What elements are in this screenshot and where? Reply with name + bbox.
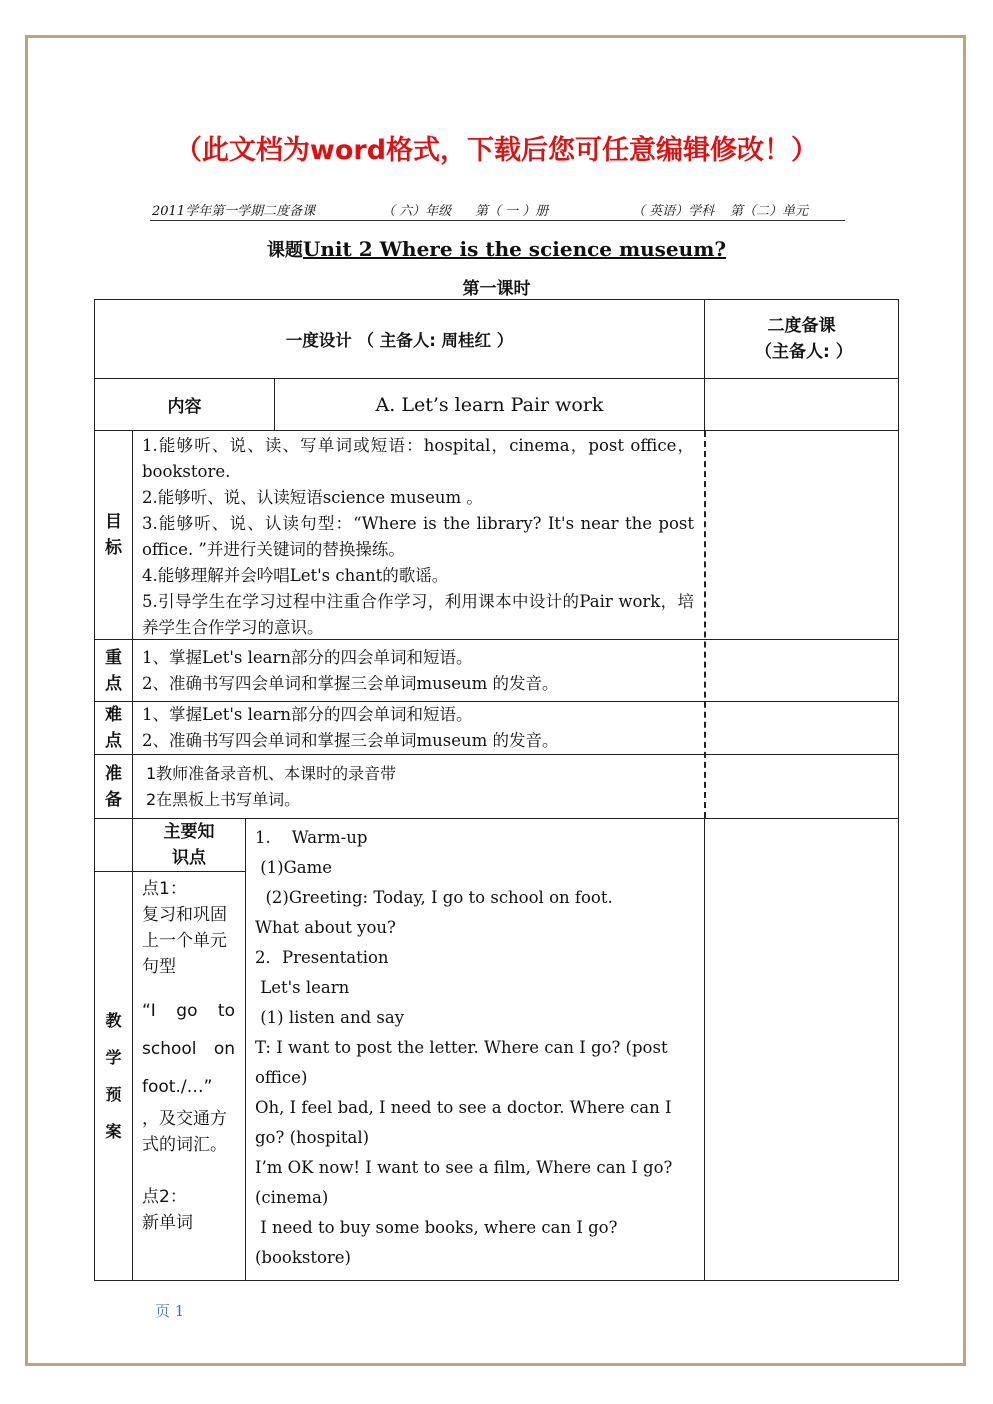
goal-item: 5.引导学生在学习过程中注重合作学习，利用课本中设计的Pair work，培养学生合作学习的意识。 xyxy=(142,592,694,637)
design-header: 一度设计 （ 主备人: 周桂红 ） xyxy=(94,299,705,379)
key-point-item: 2、准确书写四会单词和掌握三会单词museum 的发音。 xyxy=(142,674,559,693)
key-points-list xyxy=(133,639,704,702)
teaching-label-top xyxy=(94,818,133,872)
knowledge-point: “I go to school on foot./…” xyxy=(142,1001,235,1097)
lesson-title-prefix: 课题 xyxy=(266,240,303,261)
lesson-title xyxy=(0,236,993,262)
difficult-points-label: 难点 xyxy=(94,701,133,755)
knowledge-point: 点1： xyxy=(142,879,187,899)
knowledge-point: 新单词 xyxy=(142,1213,193,1233)
knowledge-points-header: 主要知识点 xyxy=(132,818,246,872)
difficult-point-item: 1、掌握Let's learn部分的四会单词和短语。 xyxy=(142,705,473,724)
teaching-step: (2)Greeting: Today, I go to school on foot. xyxy=(255,888,613,907)
teaching-step: (1)Game xyxy=(255,858,333,877)
goal-item: 3.能够听、说、认读句型：“Where is the library? It's near the post office. ”并进行关键词的替换操练。 xyxy=(142,514,694,559)
difficult-points-list xyxy=(133,701,704,755)
lesson-title-text: Unit 2 Where is the science museum? xyxy=(302,237,727,261)
difficult-point-item: 2、准确书写四会单词和掌握三会单词museum 的发音。 xyxy=(142,731,559,750)
key-point-item: 1、掌握Let's learn部分的四会单词和短语。 xyxy=(142,648,473,667)
header-unit: 第（二）单元 xyxy=(730,204,809,219)
teaching-second-prep xyxy=(704,818,899,1281)
knowledge-points-list xyxy=(132,871,246,1281)
knowledge-point: ，及交通方式的词汇。 xyxy=(142,1109,227,1155)
teaching-step: I need to buy some books, where can I go? (bookstore) xyxy=(255,1218,623,1267)
teaching-step: Oh, I feel bad, I need to see a doctor. Where can I go? (hospital) xyxy=(255,1098,672,1147)
knowledge-point: 点2： xyxy=(142,1187,187,1207)
preparation-item: 1教师准备录音机、本课时的录音带 xyxy=(146,764,397,783)
content-second-prep xyxy=(704,378,899,431)
teaching-step: T: I want to post the letter. Where can I go? (post office) xyxy=(255,1038,668,1087)
key-points-second-prep xyxy=(704,639,899,702)
header-subject: （ 英语）学科 xyxy=(632,204,715,219)
key-points-label: 重点 xyxy=(94,639,133,702)
page-number: 页 1 xyxy=(155,1302,185,1320)
teaching-step: (1) listen and say xyxy=(255,1008,405,1027)
document-header xyxy=(150,198,845,221)
goals-list xyxy=(133,430,704,640)
preparation-second-prep xyxy=(704,754,899,819)
header-grade: （ 六）年级 xyxy=(382,204,452,219)
goal-item: 2.能够听、说、认读短语science museum 。 xyxy=(142,488,483,507)
lesson-period: 第一课时 xyxy=(462,279,531,299)
teaching-steps xyxy=(245,818,705,1281)
teaching-step: 1. Warm-up xyxy=(255,828,368,847)
goals-second-prep xyxy=(704,430,899,640)
header-volume: 第（ 一 ）册 xyxy=(475,204,549,219)
column-divider-dashed xyxy=(704,431,706,818)
goals-label: 目标 xyxy=(94,430,133,640)
content-label: 内容 xyxy=(94,378,275,431)
format-notice-banner: （此文档为word格式，下载后您可任意编辑修改！） xyxy=(174,135,819,166)
content-value: A. Let’s learn Pair work xyxy=(274,378,705,431)
goal-item: 4.能够理解并会吟唱Let's chant的歌谣。 xyxy=(142,566,449,585)
header-year: 2011学年第一学期二度备课 xyxy=(152,204,316,219)
difficult-points-second-prep xyxy=(704,701,899,755)
teaching-step: What about you? xyxy=(255,918,396,937)
preparation-list xyxy=(133,754,704,819)
knowledge-point: 复习和巩固上一个单元句型 xyxy=(142,905,227,977)
preparation-label: 准备 xyxy=(94,754,133,819)
preparation-item: 2在黑板上书写单词。 xyxy=(146,790,301,809)
teaching-step: Let's learn xyxy=(255,978,350,997)
second-prep-header: 二度备课（主备人: ） xyxy=(704,299,899,379)
teaching-step: 2．Presentation xyxy=(255,948,389,967)
goal-item: 1.能够听、说、读、写单词或短语：hospital，cinema，post office，bookstore. xyxy=(142,436,694,481)
teaching-step: I’m OK now! I want to see a film, Where can I go? (cinema) xyxy=(255,1158,673,1207)
teaching-plan-label: 教学预案 xyxy=(94,871,133,1281)
